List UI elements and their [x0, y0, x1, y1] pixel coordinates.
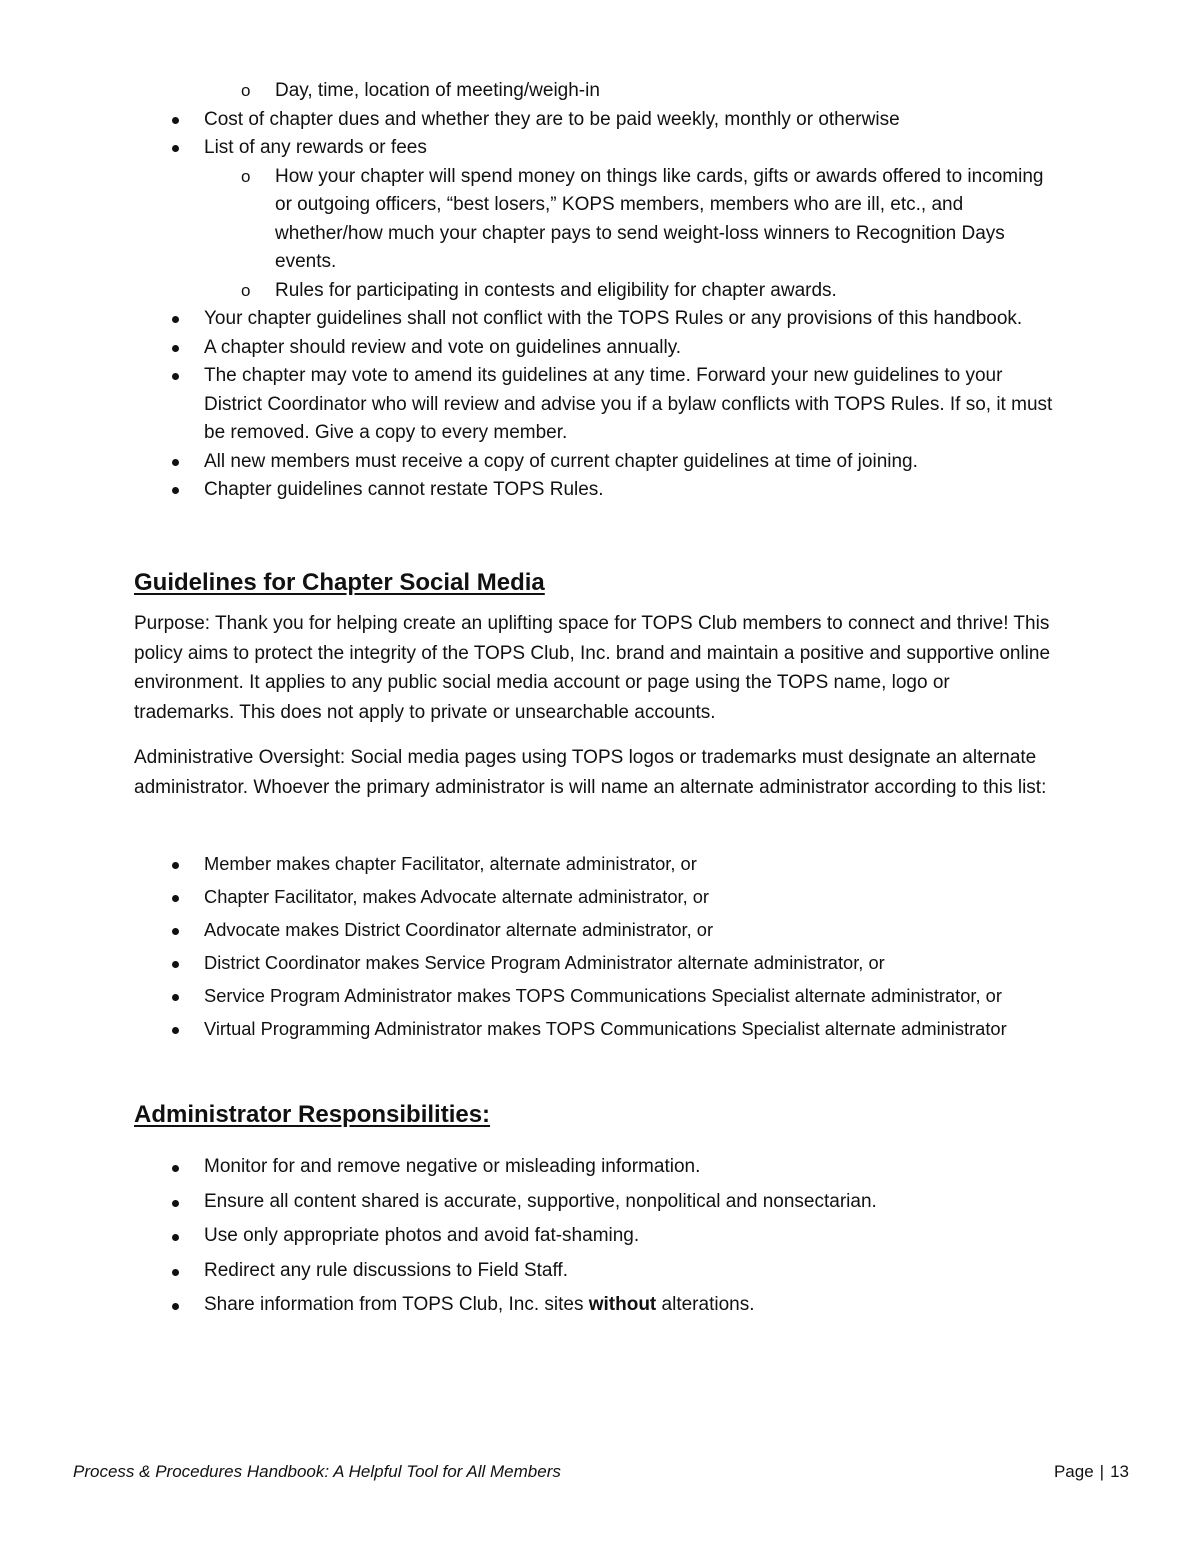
- list-item: Monitor for and remove negative or misleading information.: [134, 1154, 1074, 1189]
- purpose-paragraph: Purpose: Thank you for helping create an uplifting space for TOPS Club members to connect and thrive! This policy aims to protect the integrity of the TOPS Club, Inc. brand and maintain a positive and supportive online environment. It applies to any public social media account or page using the TOPS name, logo or trademarks. This does not apply to private or unsearchable accounts.: [134, 613, 1051, 723]
- sub-list-item: o Day, time, location of meeting/weigh-in: [204, 77, 1054, 106]
- list-item: [134, 1292, 1074, 1327]
- sub-list-item: o Rules for participating in contests and eligibility for chapter awards.: [204, 277, 1054, 306]
- list-item: Service Program Administrator makes TOPS Communications Specialist alternate administrator, or: [134, 983, 1074, 1016]
- page-number: 13: [1110, 1462, 1129, 1481]
- list-item: [134, 134, 1054, 305]
- list-item: Redirect any rule discussions to Field Staff.: [134, 1258, 1074, 1293]
- admin-responsibilities-heading: Administrator Responsibilities:: [134, 1101, 491, 1128]
- list-item-text: Share information from TOPS Club, Inc. sites: [204, 1294, 589, 1315]
- oversight-paragraph: Administrative Oversight: Social media pages using TOPS logos or trademarks must designate an alternate administrator. Whoever the primary administrator is will name an alternate administrator according to this list:: [134, 747, 1047, 798]
- list-item: Chapter guidelines cannot restate TOPS Rules.: [134, 476, 1054, 505]
- list-item: District Coordinator makes Service Program Administrator alternate administrator, or: [134, 950, 1074, 983]
- list-item: Chapter Facilitator, makes Advocate alternate administrator, or: [134, 884, 1074, 917]
- list-item-text: alterations.: [656, 1294, 755, 1315]
- list-item: Virtual Programming Administrator makes TOPS Communications Specialist alternate administrator: [134, 1016, 1074, 1049]
- list-item: [134, 77, 1054, 106]
- alternate-admin-list: [134, 851, 1074, 1049]
- list-item: All new members must receive a copy of current chapter guidelines at time of joining.: [134, 448, 1054, 477]
- emphasis-text: without: [588, 1294, 657, 1315]
- list-item: Member makes chapter Facilitator, alternate administrator, or: [134, 851, 1074, 884]
- list-item: A chapter should review and vote on guidelines annually.: [134, 334, 1054, 363]
- sub-list-item: o How your chapter will spend money on things like cards, gifts or awards offered to incoming or outgoing officers, “best losers,” KOPS members, members who are ill, etc., and whether/how much your chapter pays to send weight-loss winners to Recognition Days events.: [204, 163, 1054, 277]
- list-item: Ensure all content shared is accurate, supportive, nonpolitical and nonsectarian.: [134, 1189, 1074, 1224]
- list-item: Cost of chapter dues and whether they are to be paid weekly, monthly or otherwise: [134, 106, 1054, 135]
- page-number-footer: [1054, 1462, 1129, 1482]
- page-label: Page: [1053, 1462, 1094, 1481]
- chapter-guidelines-list: [134, 77, 1054, 505]
- footer-separator: |: [1099, 1462, 1105, 1481]
- list-item: The chapter may vote to amend its guidelines at any time. Forward your new guidelines to your District Coordinator who will review and advise you if a bylaw conflicts with TOPS Rules. If so, it must be removed. Give a copy to every member.: [134, 362, 1054, 448]
- list-item: Advocate makes District Coordinator alternate administrator, or: [134, 917, 1074, 950]
- footer-title: Process & Procedures Handbook: A Helpful Tool for All Members: [73, 1462, 561, 1481]
- list-item-text: List of any rewards or fees: [204, 137, 427, 158]
- admin-responsibilities-list: [134, 1154, 1074, 1327]
- social-media-heading: Guidelines for Chapter Social Media: [134, 569, 545, 596]
- list-item: Your chapter guidelines shall not conflict with the TOPS Rules or any provisions of this handbook.: [134, 305, 1054, 334]
- list-item: Use only appropriate photos and avoid fat-shaming.: [134, 1223, 1074, 1258]
